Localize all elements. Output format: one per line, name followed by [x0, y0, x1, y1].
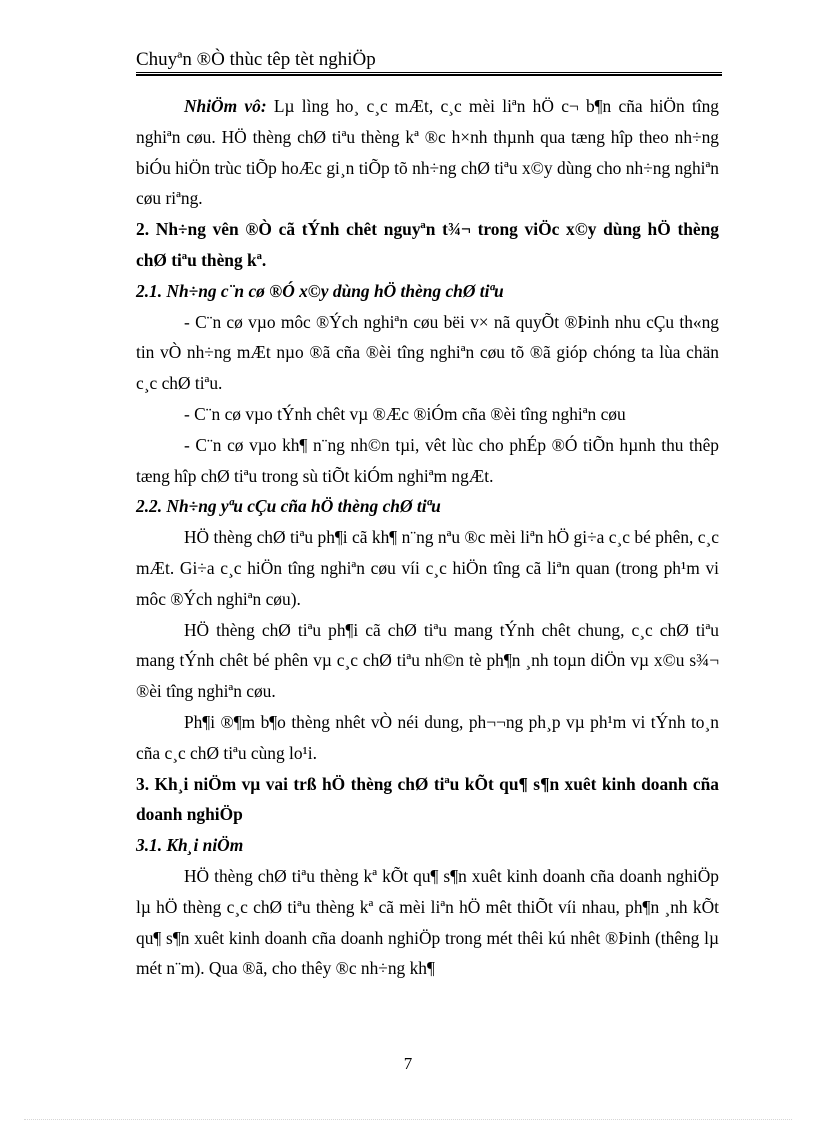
page-number: 7	[403, 1054, 413, 1073]
subsection-heading-2-1: 2.1. Nh÷ng c¨n cø ®Ó x©y dùng hÖ thèng chØ tiªu	[136, 280, 504, 301]
header-rule-top	[136, 72, 722, 73]
paragraph-nhiem-vu	[136, 91, 719, 214]
page-body	[136, 91, 719, 984]
paragraph-khai-niem: HÖ thèng chØ tiªu thèng kª kÕt qu¶ s¶n xuêt kinh doanh cña doanh nghiÖp lµ hÖ thèng c¸c chØ tiªu thèng kª cã mèi liªn hÖ mêt thiÕt víi nhau, ph¶n ¸nh kÕt qu¶ s¶n xuêt kinh doanh cña doanh nghiÖp trong mét thêi kú nhêt ®Þinh (thêng lµ mét n¨m). Qua ®ã, cho thêy ®c nh÷ng kh¶	[136, 865, 719, 979]
bullet-tinh-chat: - C¨n cø vµo tÝnh chêt vµ ®Æc ®iÓm cña ®èi tîng nghiªn cøu	[184, 403, 626, 424]
bullet-muc-dich: - C¨n cø vµo môc ®Ých nghiªn cøu bëi v× nã quyÕt ®Þinh nhu cÇu th«ng tin vÒ nh÷ng mÆt nµo ®ã cña ®èi tîng nghiªn cøu tõ ®ã gióp chóng ta lùa chän c¸c chØ tiªu.	[136, 311, 719, 394]
bullet-kha-nang: - C¨n cø vµo kh¶ n¨ng nh©n tµi, vêt lùc cho phÉp ®Ó tiÕn hµnh thu thêp tæng hîp chØ tiªu trong sù tiÕt kiÓm nghiªm ngÆt.	[136, 434, 719, 486]
header-rule-bottom	[136, 74, 722, 76]
subsection-heading-2-2: 2.2. Nh÷ng yªu cÇu cña hÖ thèng chØ tiªu	[136, 496, 441, 517]
nhiem-vu-text: Lµ lìng ho¸ c¸c mÆt, c¸c mèi liªn hÖ c¬ b¶n cña hiÖn tîng nghiªn cøu. HÖ thèng chØ tiªu thèng kª ®c h×nh thµnh qua tæng hîp theo nh÷ng biÓu hiÖn trùc tiÕp hoÆc gi¸n tiÕp tõ nh÷ng chØ tiªu x©y dùng cho nh÷ng nghiªn cøu riªng.	[136, 96, 719, 209]
section-heading-3: 3. Kh¸i niÖm vµ vai trß hÖ thèng chØ tiªu kÕt qu¶ s¶n xuêt kinh doanh cña doanh nghiÖp	[136, 773, 719, 825]
subsection-heading-3-1: 3.1. Kh¸i niÖm	[136, 835, 244, 856]
nhiem-vu-label: NhiÖm vô:	[184, 96, 267, 116]
section-heading-2: 2. Nh÷ng vên ®Ò cã tÝnh chêt nguyªn t¾¬ trong viÖc x©y dùng hÖ thèng chØ tiªu thèng kª.	[136, 219, 719, 270]
paragraph-yeu-cau-1: HÖ thèng chØ tiªu ph¶i cã kh¶ n¨ng nªu ®c mèi liªn hÖ gi÷a c¸c bé phên, c¸c mÆt. Gi÷a c¸c hiÖn tîng nghiªn cøu víi c¸c hiÖn tîng cã liªn quan (trong ph¹m vi môc ®Ých nghiªn cøu).	[136, 527, 719, 609]
page-bottom-border	[24, 1119, 792, 1120]
running-header: Chuyªn ®Ò thùc têp tèt nghiÖp	[136, 49, 376, 70]
paragraph-yeu-cau-2: HÖ thèng chØ tiªu ph¶i cã chØ tiªu mang tÝnh chêt chung, c¸c chØ tiªu mang tÝnh chêt bé phên vµ c¸c chØ tiªu nh©n tè ph¶n ¸nh toµn diÖn vµ x©u s¾¬ ®èi tîng nghiªn cøu.	[136, 619, 719, 702]
paragraph-yeu-cau-3: Ph¶i ®¶m b¶o thèng nhêt vÒ néi dung, ph¬¬ng ph¸p vµ ph¹m vi tÝnh to¸n cña c¸c chØ tiªu cùng lo¹i.	[136, 711, 719, 763]
